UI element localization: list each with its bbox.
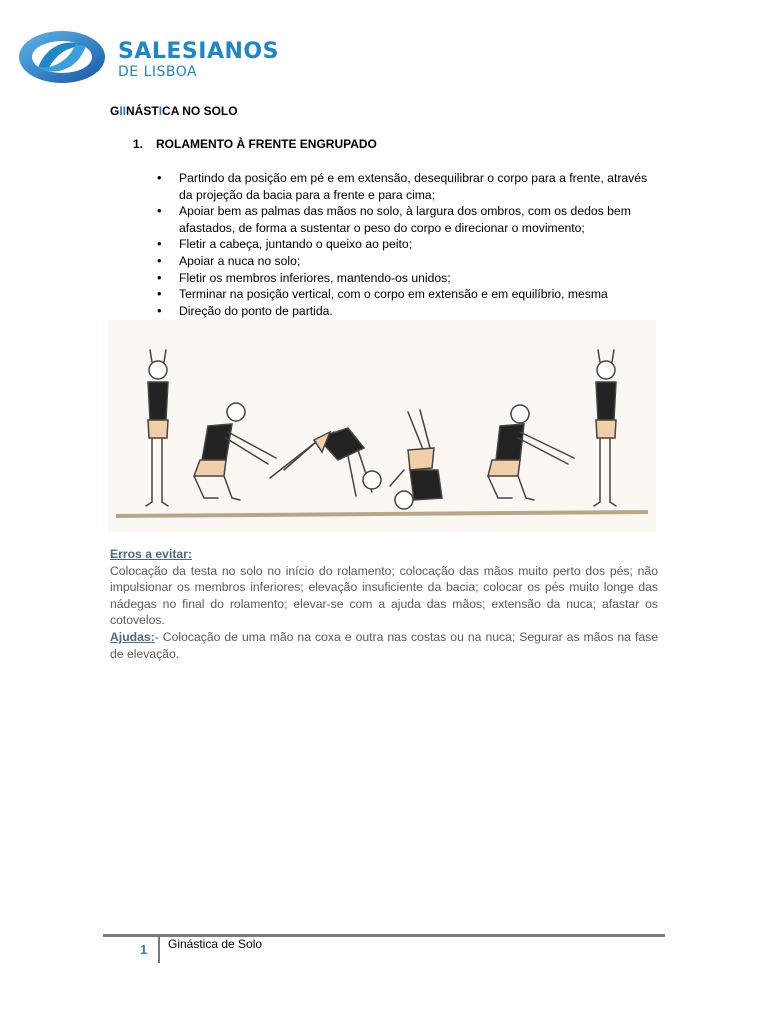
footer-vertical-divider bbox=[158, 937, 160, 963]
help-text: - Colocação de uma mão na coxa e outra nas costas ou na nuca; Segurar as mãos na fase de elevação. bbox=[110, 629, 658, 661]
logo-name: SALESIANOS bbox=[118, 39, 279, 64]
list-item: • Terminar na posição vertical, com o corpo em extensão e em equilíbrio, mesma bbox=[157, 286, 657, 303]
list-item: • Direção do ponto de partida. bbox=[157, 303, 657, 320]
instruction-list bbox=[157, 170, 657, 319]
list-item: • Apoiar bem as palmas das mãos no solo, à largura dos ombros, com os dedos bem afastados, de forma a sustentar o peso do corpo e direcionar o movimento; bbox=[157, 203, 657, 236]
list-item: • Fletir os membros inferiores, mantendo-os unidos; bbox=[157, 270, 657, 287]
errors-section bbox=[110, 546, 658, 662]
list-item: • Partindo da posição em pé e em extensão, desequilibrar o corpo para a frente, através da projeção da bacia para a frente e para cima; bbox=[157, 170, 657, 203]
section-number: 1. bbox=[133, 137, 144, 151]
page-number: 1 bbox=[140, 942, 148, 957]
section-heading bbox=[133, 137, 377, 151]
document-title: GIINÁSTICA NO SOLO bbox=[110, 104, 238, 118]
list-item: • Fletir a cabeça, juntando o queixo ao peito; bbox=[157, 236, 657, 253]
list-item: • Apoiar a nuca no solo; bbox=[157, 253, 657, 270]
forward-roll-illustration bbox=[108, 320, 656, 532]
logo-subtitle: DE LISBOA bbox=[118, 64, 198, 80]
footer-title: Ginástica de Solo bbox=[168, 937, 263, 951]
errors-text: Colocação da testa no solo no início do rolamento; colocação das mãos muito perto dos pés; não impulsionar os membros inferiores; elevação insuficiente da bacia; colocar os pés muito longe das nádegas no final do rolamento; elevar-se com a ajuda das mãos; extensão da nuca; afastar os cotovelos. bbox=[110, 563, 658, 628]
errors-label: Erros a evitar: bbox=[110, 547, 192, 561]
help-label: Ajudas: bbox=[110, 629, 155, 644]
section-title: ROLAMENTO À FRENTE ENGRUPADO bbox=[156, 137, 377, 151]
